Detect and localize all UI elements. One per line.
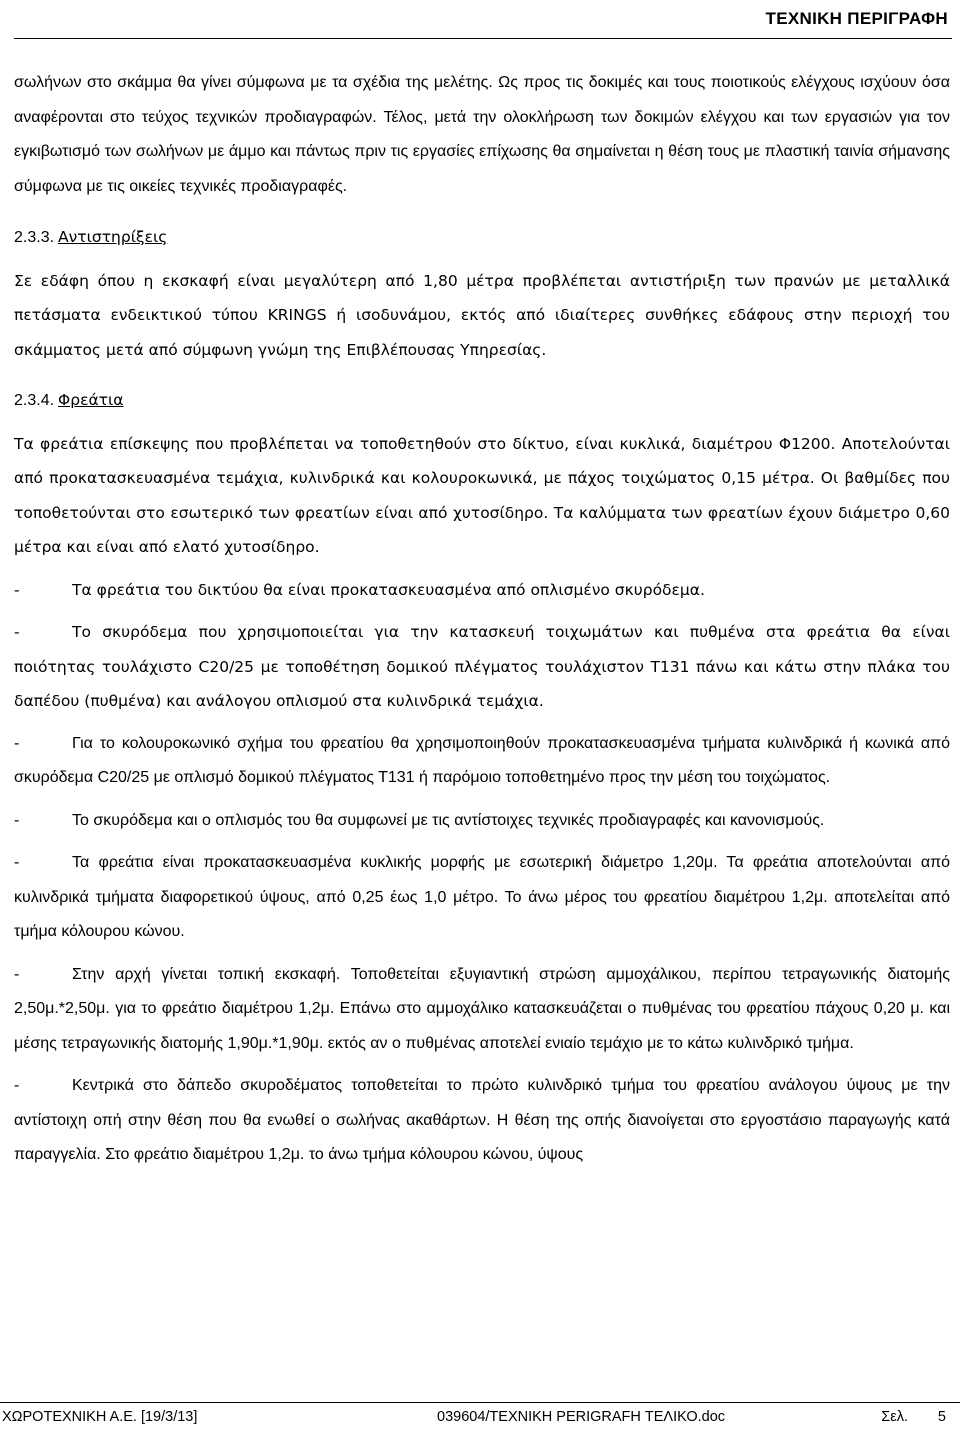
section-heading-234: [14, 383, 950, 419]
list-item-text: Τα φρεάτια του δικτύου θα είναι προκατασκευασμένα από οπλισμένο σκυρόδεμα.: [72, 580, 705, 599]
section-title: Αντιστηρίξεις: [58, 228, 168, 246]
list-item: [14, 958, 950, 1062]
list-item-text: Το σκυρόδεμα που χρησιμοποιείται για την κατασκευή τοιχωμάτων και πυθμένα στα φρεάτια θα είναι ποιότητας τουλάχιστο C20/25 με τοποθέτηση δομικού πλέγματος τουλάχιστον Τ131 πάνω και κάτω στην πλάκα του δαπέδου (πυθμένα) και ανάλογου οπλισμού στα κυλινδρικά τεμάχια.: [14, 623, 950, 710]
list-item-text: Τα φρεάτια είναι προκατασκευασμένα κυκλικής μορφής με εσωτερική διάμετρο 1,20μ. Τα φρεάτια αποτελούνται από κυλινδρικά τμήματα διαφορετικού ύψους, από 0,25 έως 1,0 μέτρο. Το άνω μέρος του φρεατίου διαμέτρου 1,2μ. αποτελείται από τμήμα κόλουρου κώνου.: [14, 854, 950, 940]
list-item: [14, 727, 950, 796]
list-item: [14, 846, 950, 950]
list-dash: -: [14, 734, 20, 752]
page-footer: [0, 1402, 960, 1431]
list-dash: -: [14, 811, 20, 829]
list-dash: -: [14, 1077, 20, 1094]
list-dash: -: [14, 580, 20, 599]
list-item: [14, 615, 950, 719]
section-body-234: Τα φρεάτια επίσκεψης που προβλέπεται να τοποθετηθούν στο δίκτυο, είναι κυκλικά, διαμέτρου Φ1200. Αποτελούνται από προκατασκευασμένα τεμάχια, κυλινδρικά και κολουροκωνικά, με πάχος τοιχώματος 0,15 μέτρα. Οι βαθμίδες που τοποθετούνται στο εσωτερικό των φρεατίων είναι από χυτοσίδηρο. Τα καλύμματα των φρεατίων έχουν διάμετρο 0,60 μέτρα και είναι από ελατό χυτοσίδηρο.: [14, 434, 950, 556]
section-number: 2.3.3.: [14, 229, 55, 246]
document-body: [14, 66, 950, 1173]
list-item: [14, 573, 950, 608]
section-heading-233: [14, 220, 950, 256]
list-item: [14, 1069, 950, 1173]
list-item-text: Κεντρικά στο δάπεδο σκυροδέματος τοποθετείται το πρώτο κυλινδρικό τμήμα του φρεατίου ανάλογου ύψους με την αντίστοιχη οπή στην θέση που θα ενωθεί ο σωλήνας ακαθάρτων. Η θέση της οπής διανοίγεται στο εργοστάσιο παραγωγής κατά παραγγελία. Στο φρεάτιο διαμέτρου 1,2μ. το άνω τμήμα κόλουρου κώνου, ύψους: [14, 1077, 950, 1163]
footer-page-label: Σελ.: [881, 1409, 908, 1425]
list-dash: -: [14, 854, 20, 871]
list-dash: -: [14, 623, 20, 641]
section-title: Φρεάτια: [58, 391, 124, 409]
list-item: [14, 804, 950, 839]
intro-paragraph: σωλήνων στο σκάμμα θα γίνει σύμφωνα με τα σχέδια της μελέτης. Ως προς τις δοκιμές και τους ποιοτικούς ελέγχους ισχύουν όσα αναφέρονται στο τεύχος τεχνικών προδιαγραφών. Τέλος, μετά την ολοκλήρωση των δοκιμών ελέγχου και των εργασιών για τον εγκιβωτισμό των σωλήνων με άμμο και πάντως πριν τις εργασίες επίχωσης θα σημαίνεται η θέση τους με πλαστική ταινία σήμανσης σύμφωνα με τις οικείες τεχνικές προδιαγραφές.: [14, 74, 950, 195]
footer-page-number: 5: [937, 1409, 946, 1425]
page-header: [14, 4, 952, 39]
list-item-text: Στην αρχή γίνεται τοπική εκσκαφή. Τοποθετείται εξυγιαντική στρώση αμμοχάλικου, περίπου τετραγωνικής διατομής 2,50μ.*2,50μ. για το φρεάτιο διαμέτρου 1,2μ. Επάνω στο αμμοχάλικο κατασκευάζεται ο πυθμένας του φρεατίου πάχους 0,20 μ. και μέσης τετραγωνικής διατομής 1,90μ.*1,90μ. εκτός αν ο πυθμένας αποτελεί ενιαίο τεμάχιο με το κάτω κυλινδρικό τμήμα.: [14, 965, 950, 1052]
header-title: ΤΕΧΝΙΚΗ ΠΕΡΙΓΡΑΦΗ: [765, 9, 948, 28]
section-body-233: Σε εδάφη όπου η εκσκαφή είναι μεγαλύτερη από 1,80 μέτρα προβλέπεται αντιστήριξη των πρανών με μεταλλικά πετάσματα ενδεικτικού τύπου KRINGS ή ισοδυνάμου, εκτός από ιδιαίτερες συνθήκες εδάφους στην περιοχή του σκάμματος μετά από σύμφωνη γνώμη της Επιβλέπουσας Υπηρεσίας.: [14, 271, 950, 359]
list-item-text: Για το κολουροκωνικό σχήμα του φρεατίου θα χρησιμοποιηθούν προκατασκευασμένα τμήματα κυλινδρικά ή κωνικά από σκυρόδεμα C20/25 με οπλισμό δομικού πλέγματος Τ131 ή παρόμοιο τοποθετημένο προς την μέση του τοιχώματος.: [14, 734, 950, 786]
section-number: 2.3.4.: [14, 392, 55, 409]
list-dash: -: [14, 965, 20, 983]
footer-filename: 039604/ΤΕΧΝΙΚΗ PERIGRAFH ΤΕΛΙΚΟ.doc: [437, 1409, 726, 1425]
list-item-text: Το σκυρόδεμα και ο οπλισμός του θα συμφωνεί με τις αντίστοιχες τεχνικές προδιαγραφές και κανονισμούς.: [72, 811, 825, 829]
footer-company: ΧΩΡΟΤΕΧΝΙΚΗ Α.Ε. [19/3/13]: [2, 1409, 198, 1425]
